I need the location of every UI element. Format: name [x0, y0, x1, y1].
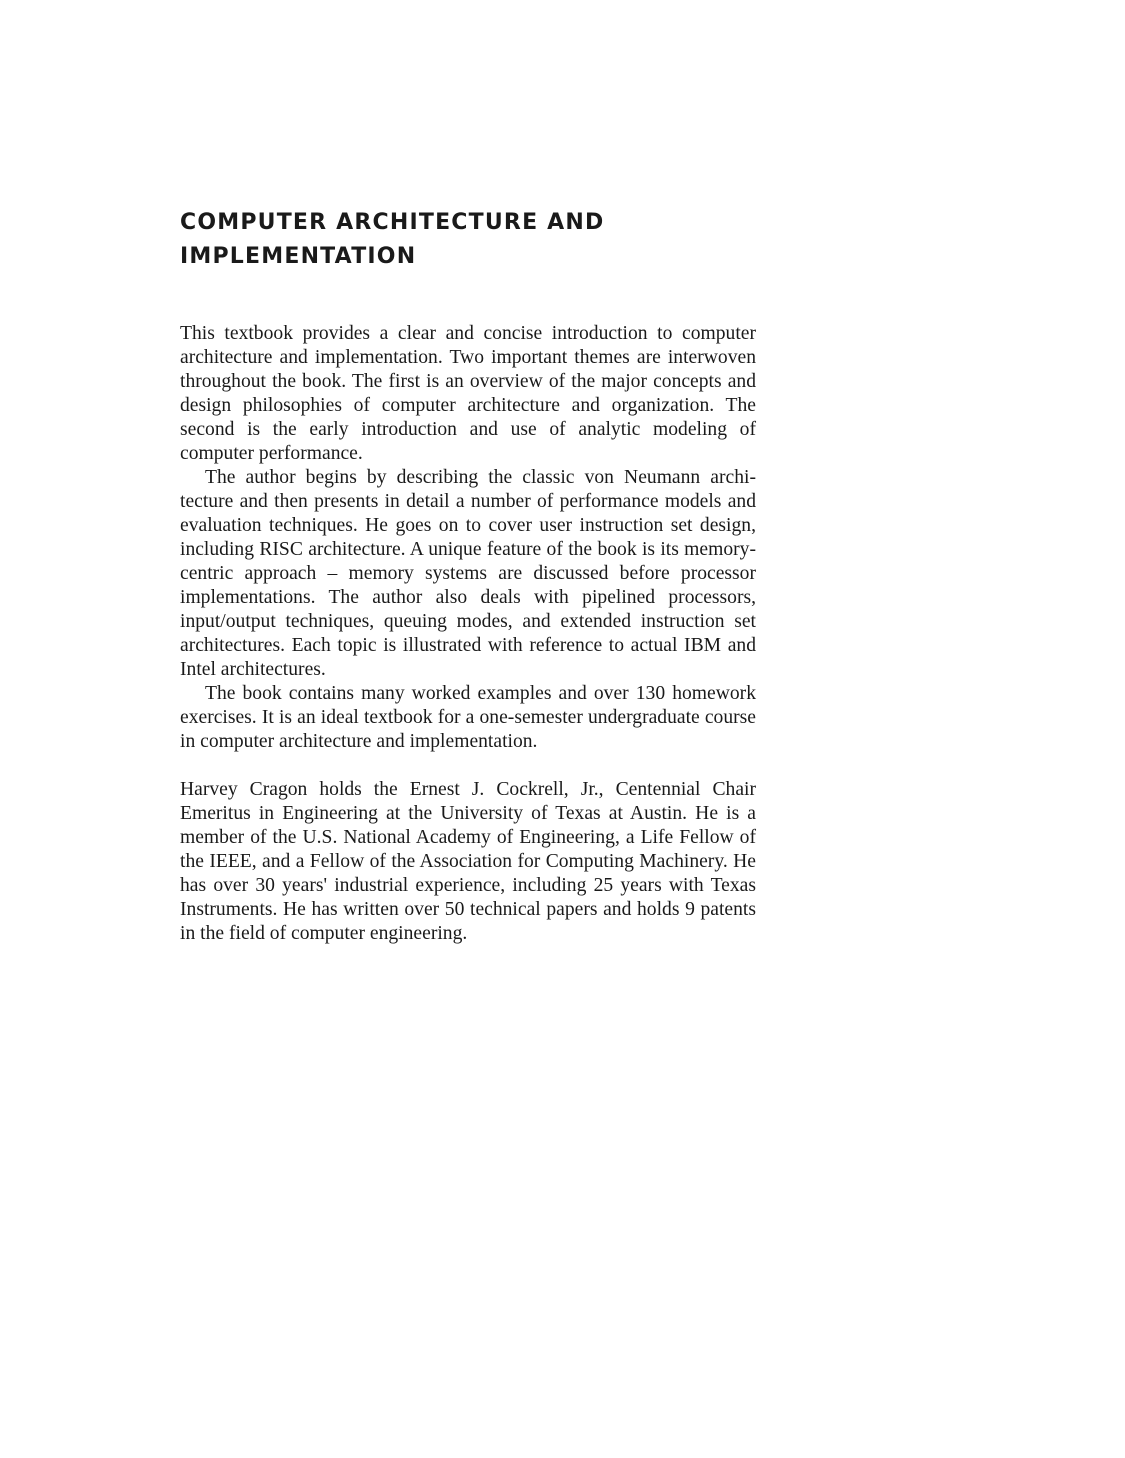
description-paragraph-3: The book contains many worked examples and over 130 homework exercises. It is an ideal textbook for a one-semester undergraduate course in computer architecture and implementation. — [180, 683, 756, 752]
book-description — [180, 322, 756, 946]
description-paragraph-1: This textbook provides a clear and concise introduction to computer architecture and implementation. Two important themes are interwoven throughout the book. The first is an overview of the major concepts and design philosophies of computer architecture and organization. The second is the early introduction and use of analytic modeling of computer performance. — [180, 323, 756, 464]
title-line-2: IMPLEMENTATION — [180, 244, 417, 269]
description-paragraph-2: The author begins by describing the classic von Neumann architecture and then presents in detail a number of performance models and evaluation techniques. He goes on to cover user instruction set design, including RISC architecture. A unique feature of the book is its memory-centric approach – memory systems are discussed before processor implementations. The author also deals with pipelined processors, input/output techniques, queuing modes, and extended instruction set architectures. Each topic is illustrated with reference to actual IBM and Intel architectures. — [180, 467, 756, 680]
title-line-1: COMPUTER ARCHITECTURE AND — [180, 210, 605, 235]
author-bio: Harvey Cragon holds the Ernest J. Cockrell, Jr., Centennial Chair Emeritus in Engineering at the University of Texas at Austin. He is a member of the U.S. National Academy of Engineering, a Life Fellow of the IEEE, and a Fellow of the Association for Computing Machinery. He has over 30 years' industrial experience, including 25 years with Texas Instruments. He has written over 50 technical papers and holds 9 patents in the field of computer engineering. — [180, 779, 756, 944]
page-title — [180, 206, 760, 274]
